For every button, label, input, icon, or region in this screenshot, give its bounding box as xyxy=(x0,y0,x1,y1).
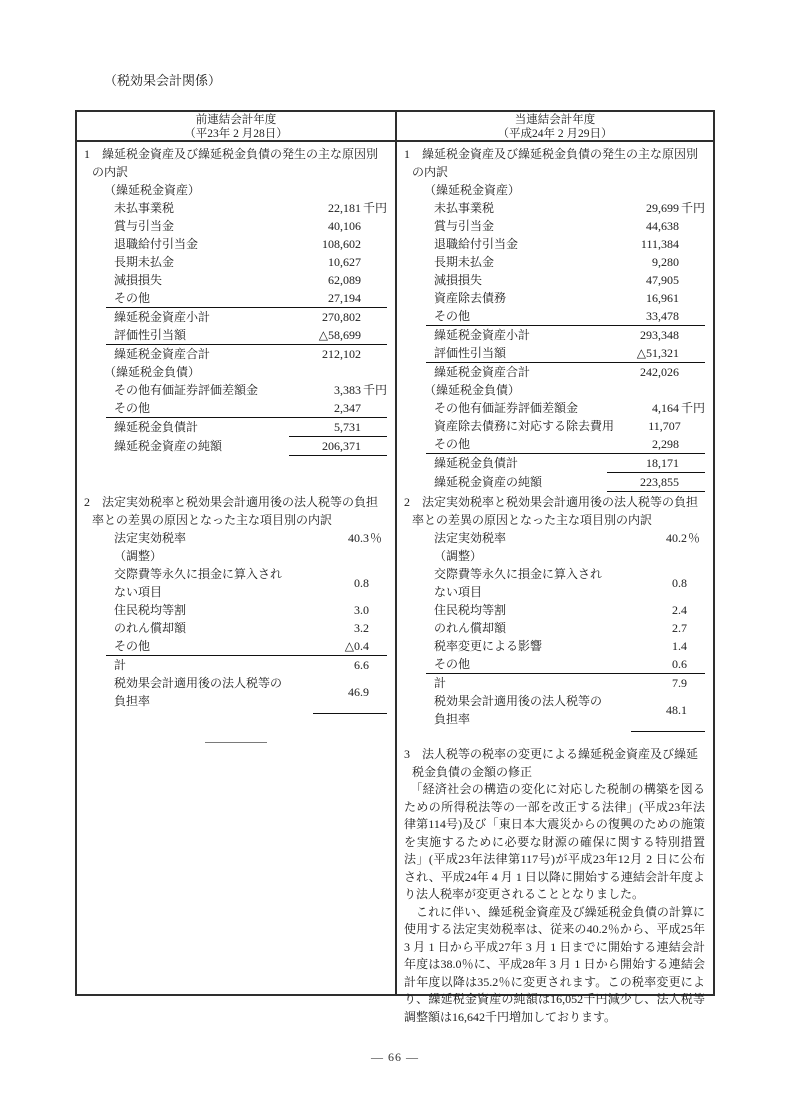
table-row xyxy=(404,307,705,325)
row-label: 交際費等永久に損金に算入されない項目 xyxy=(434,567,603,599)
row-label: 長期未払金 xyxy=(114,255,175,269)
row-value: 9,280 xyxy=(652,255,679,269)
row-unit xyxy=(369,619,387,637)
row-label: 住民税均等割 xyxy=(434,603,507,617)
burden-rule xyxy=(631,731,705,732)
row-unit xyxy=(687,674,705,692)
row-unit xyxy=(361,326,387,344)
row-value: △0.4 xyxy=(344,639,369,653)
row-unit xyxy=(369,656,387,674)
row-value: 29,699 xyxy=(646,201,679,215)
row-value: 270,802 xyxy=(322,310,361,324)
row-value: 27,194 xyxy=(328,291,361,305)
table-row xyxy=(404,271,705,289)
row-label: 資産除去債務に対応する除去費用 xyxy=(434,419,615,433)
row-value: 108,602 xyxy=(322,237,361,251)
row-label: 資産除去債務 xyxy=(434,291,507,305)
row-value xyxy=(313,547,369,565)
row-unit xyxy=(361,253,387,271)
row-unit xyxy=(369,637,387,655)
row-label: 退職給付引当金 xyxy=(434,237,519,251)
row-label: 繰延税金資産の純額 xyxy=(114,439,223,453)
row-unit xyxy=(361,308,387,326)
table-row xyxy=(84,235,387,253)
prev-year-column xyxy=(77,142,395,994)
row-label: 法定実効税率 xyxy=(114,531,187,545)
table-row xyxy=(84,399,387,417)
current-year-title: 当連結会計年度 xyxy=(514,114,596,126)
row-value: 1.4 xyxy=(672,639,687,653)
row-value: 0.6 xyxy=(672,657,687,671)
row-unit xyxy=(679,253,705,271)
row-value: △51,321 xyxy=(636,346,679,360)
row-value: 40,106 xyxy=(328,219,361,233)
row-label: 繰延税金負債計 xyxy=(434,456,519,470)
row-value: 40.3 xyxy=(348,531,369,545)
row-unit xyxy=(361,418,387,437)
table-row xyxy=(84,271,387,289)
table-row xyxy=(404,199,705,217)
row-value: 7.9 xyxy=(672,676,687,690)
burden-row xyxy=(404,692,705,728)
row-unit xyxy=(687,601,705,619)
liabilities-group-label: （繰延税金負債） xyxy=(424,383,521,397)
row-unit xyxy=(361,399,387,417)
row-value: 48.1 xyxy=(666,703,687,717)
row-unit xyxy=(679,363,705,381)
row-value: 0.8 xyxy=(354,576,369,590)
row-value: 242,026 xyxy=(640,365,679,379)
row-unit xyxy=(679,344,705,362)
row-label: その他 xyxy=(114,639,151,653)
row-value: 10,627 xyxy=(328,255,361,269)
subtotal-row xyxy=(404,326,705,344)
row-value: 40.2 xyxy=(666,531,687,545)
row-value: 22,181 xyxy=(328,201,361,215)
row-value: 5,731 xyxy=(289,418,361,437)
table-row xyxy=(404,235,705,253)
row-unit xyxy=(687,637,705,655)
doc-title: （税効果会計関係） xyxy=(104,73,222,88)
row-unit: 千円 xyxy=(681,401,706,415)
row-value: 206,371 xyxy=(289,437,361,456)
row-value: △58,699 xyxy=(318,328,361,342)
total-row xyxy=(84,656,387,674)
row-unit xyxy=(679,473,705,492)
row-unit: 千円 xyxy=(363,383,388,397)
table-row xyxy=(84,289,387,307)
row-unit xyxy=(679,271,705,289)
row-label: のれん償却額 xyxy=(434,621,507,635)
table-row xyxy=(404,601,705,619)
prev-year-date: （平23年 2 月28日） xyxy=(184,128,288,140)
row-label: 繰延税金資産小計 xyxy=(434,328,531,342)
row-value: 3,383 xyxy=(334,383,361,397)
row-label: 交際費等永久に損金に算入されない項目 xyxy=(114,567,283,599)
row-label: のれん償却額 xyxy=(114,621,187,635)
row-unit xyxy=(679,289,705,307)
row-value: 62,089 xyxy=(328,273,361,287)
burden-row xyxy=(84,674,387,710)
row-label: 繰延税金資産小計 xyxy=(114,310,211,324)
table-row xyxy=(84,529,387,547)
assets-group-label: （繰延税金資産） xyxy=(424,183,521,197)
row-unit: 千円 xyxy=(363,201,388,215)
row-label: 計 xyxy=(434,676,447,690)
table-row xyxy=(84,199,387,217)
row-value: 212,102 xyxy=(322,347,361,361)
row-label: （調整） xyxy=(114,549,163,563)
row-value: 293,348 xyxy=(640,328,679,342)
row-unit xyxy=(361,345,387,363)
row-unit xyxy=(361,235,387,253)
row-label: 評価性引当額 xyxy=(434,346,507,360)
net-row xyxy=(84,437,387,456)
row-unit: ％ xyxy=(688,531,701,545)
curr-section1 xyxy=(404,145,705,493)
row-label: 長期未払金 xyxy=(434,255,495,269)
burden-rule xyxy=(313,713,387,714)
row-unit xyxy=(369,601,387,619)
table-row xyxy=(84,619,387,637)
row-unit: 千円 xyxy=(681,201,706,215)
row-value: 3.2 xyxy=(354,621,369,635)
table-row xyxy=(404,217,705,235)
curr-section3 xyxy=(404,746,705,1026)
table-row xyxy=(84,565,387,601)
row-value: 18,171 xyxy=(607,454,679,473)
row-label: 繰延税金資産合計 xyxy=(434,365,531,379)
table-row xyxy=(84,547,387,565)
row-label: 住民税均等割 xyxy=(114,603,187,617)
table-row xyxy=(404,253,705,271)
table-row xyxy=(404,565,705,601)
row-value: 46.9 xyxy=(348,685,369,699)
table-row xyxy=(404,417,705,435)
row-unit xyxy=(687,655,705,673)
row-value: 47,905 xyxy=(646,273,679,287)
row-label: 税効果会計適用後の法人税等の負担率 xyxy=(434,694,603,726)
table-row xyxy=(84,601,387,619)
current-year-column xyxy=(395,142,713,1024)
row-label: 法定実効税率 xyxy=(434,531,507,545)
row-label: 税率変更による影響 xyxy=(434,639,543,653)
liability-total-row xyxy=(404,454,705,473)
section3-paragraph-1: 「経済社会の構造の変化に対応した税制の構築を図るための所得税法等の一部を改正する法律」(平成23年法律第114号)及び「東日本大震災からの復興のための施策を実施するために必要な財源の確保に関する特別措置法」(平成23年法律第117号)が平成23年12月 2 日に公布され、平成24年 4 月 1 日以降に開始する連結会計年度より法人税率が変更されることとなりました。 xyxy=(404,782,705,901)
row-unit xyxy=(361,271,387,289)
row-unit xyxy=(679,307,705,325)
table-row xyxy=(404,435,705,453)
table-row xyxy=(404,529,705,547)
row-value: 2,347 xyxy=(334,401,361,415)
row-label: 退職給付引当金 xyxy=(114,237,199,251)
row-label: その他 xyxy=(434,437,471,451)
row-unit xyxy=(681,417,705,435)
row-value: 11,707 xyxy=(648,419,681,433)
total-row xyxy=(404,674,705,692)
row-unit xyxy=(679,217,705,235)
row-label: その他有価証券評価差額金 xyxy=(114,383,259,397)
row-label: その他 xyxy=(434,657,471,671)
row-unit xyxy=(679,435,705,453)
row-value: 2.4 xyxy=(672,603,687,617)
table-header-row xyxy=(77,112,713,142)
assets-group-label: （繰延税金資産） xyxy=(104,183,201,197)
row-value: 223,855 xyxy=(607,473,679,492)
prev-section1 xyxy=(84,145,387,493)
row-value xyxy=(631,547,687,565)
row-label: 減損損失 xyxy=(114,273,163,287)
row-label: 賞与引当金 xyxy=(114,219,175,233)
row-label: 計 xyxy=(114,658,127,672)
liabilities-group-label: （繰延税金負債） xyxy=(104,365,201,379)
row-unit xyxy=(361,289,387,307)
subtotal-row xyxy=(84,308,387,326)
net-row xyxy=(404,473,705,492)
table-row xyxy=(84,381,387,399)
section1-heading: 1 繰延税金資産及び繰延税金負債の発生の主な原因別の内訳 xyxy=(84,147,379,179)
total-row xyxy=(404,363,705,381)
row-value: 2,298 xyxy=(652,437,679,451)
table-row xyxy=(84,253,387,271)
row-value: 6.6 xyxy=(354,658,369,672)
row-value: 44,638 xyxy=(646,219,679,233)
row-label: （調整） xyxy=(434,549,483,563)
row-label: その他有価証券評価差額金 xyxy=(434,401,579,415)
table-row xyxy=(84,217,387,235)
current-year-date: （平成24年 2 月29日） xyxy=(497,128,613,140)
row-unit xyxy=(687,547,705,565)
section2-heading: 2 法定実効税率と税効果会計適用後の法人税等の負担率との差異の原因となった主な項目別の内訳 xyxy=(404,495,699,527)
row-unit xyxy=(679,235,705,253)
row-unit xyxy=(361,437,387,456)
row-unit xyxy=(679,326,705,344)
table-row xyxy=(404,637,705,655)
section1-heading: 1 繰延税金資産及び繰延税金負債の発生の主な原因別の内訳 xyxy=(404,147,699,179)
row-value: 111,384 xyxy=(640,237,679,251)
row-value: 2.7 xyxy=(672,621,687,635)
curr-section2 xyxy=(404,493,705,732)
page-number: ― 66 ― xyxy=(371,1050,419,1064)
valuation-row xyxy=(404,344,705,362)
row-label: 繰延税金負債計 xyxy=(114,420,199,434)
tax-effect-table xyxy=(75,110,715,1024)
row-value: 33,478 xyxy=(646,309,679,323)
row-unit xyxy=(369,547,387,565)
row-unit xyxy=(679,454,705,473)
total-row xyxy=(84,345,387,363)
table-row xyxy=(404,547,705,565)
valuation-row xyxy=(84,326,387,344)
row-label: 減損損失 xyxy=(434,273,483,287)
table-body xyxy=(77,142,713,1024)
prev-section2 xyxy=(84,493,387,714)
row-unit xyxy=(687,619,705,637)
row-value: 0.8 xyxy=(672,576,687,590)
col-header-current-year xyxy=(395,112,713,140)
table-row xyxy=(404,399,705,417)
row-label: その他 xyxy=(114,401,151,415)
liability-total-row xyxy=(84,418,387,437)
section3-heading: 3 法人税等の税率の変更による繰延税金資産及び繰延税金負債の金額の修正 xyxy=(404,747,699,779)
row-label: 未払事業税 xyxy=(434,201,495,215)
row-label: 繰延税金資産の純額 xyxy=(434,475,543,489)
prev-year-title: 前連結会計年度 xyxy=(195,114,277,126)
row-label: その他 xyxy=(434,309,471,323)
row-value: 4,164 xyxy=(652,401,679,415)
row-label: その他 xyxy=(114,291,151,305)
table-row xyxy=(84,637,387,655)
table-row xyxy=(404,289,705,307)
row-value: 16,961 xyxy=(646,291,679,305)
section3-paragraph-2: これに伴い、繰延税金資産及び繰延税金負債の計算に使用する法定実効税率は、従来の40.2％から、平成25年 3 月 1 日から平成27年 3 月 1 日までに開始する連結会計年度は38.0％に、平成28年 3 月 1 日から開始する連結会計年度以降は35.2％に変更されます。この税率変更により、繰延税金資産の純額は16,052千円減少し、法人税等調整額は16,642千円増加しております。 xyxy=(404,904,705,1024)
row-label: 繰延税金資産合計 xyxy=(114,347,211,361)
table-row xyxy=(404,655,705,673)
row-label: 未払事業税 xyxy=(114,201,175,215)
row-label: 税効果会計適用後の法人税等の負担率 xyxy=(114,676,283,708)
section2-heading: 2 法定実効税率と税効果会計適用後の法人税等の負担率との差異の原因となった主な項目別の内訳 xyxy=(84,495,379,527)
row-unit: ％ xyxy=(370,531,383,545)
row-value: 3.0 xyxy=(354,603,369,617)
row-label: 賞与引当金 xyxy=(434,219,495,233)
table-row xyxy=(404,619,705,637)
row-label: 評価性引当額 xyxy=(114,328,187,342)
row-unit xyxy=(361,217,387,235)
no-entry-dash xyxy=(205,742,267,743)
col-header-prev-year xyxy=(77,112,395,140)
